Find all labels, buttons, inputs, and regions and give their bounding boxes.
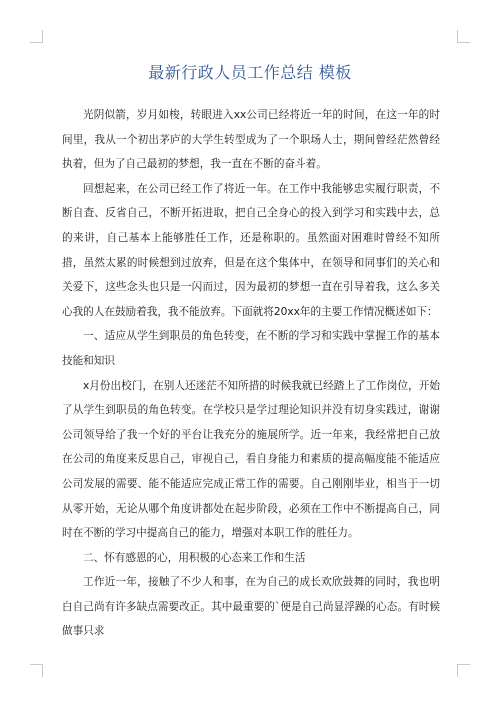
document-body <box>62 103 440 644</box>
corner-mark-bottom-right <box>457 664 470 677</box>
section-heading: 二、怀有感恩的心，用积极的心态来工作和生活 <box>83 551 306 564</box>
paragraph: 回想起来，在公司已经工作了将近一年。在工作中我能够忠实履行职责，不断自査、反省自己，不断开拓进取，把自己全身心的投入到学习和实践中去，总的来讲，自己基本上能够胜任工作，还是称职的。虽然面对困难时曾经不知所措，虽然太累的时候想到过放弃，但是在这个集体中，在领导和同事们的关心和关爱下，这些念头也只是一闪而过，因为最初的梦想一直在引导着我，这么多关心我的人在鼓励着我，我不能放弃。下面就将20xx年的主要工作情况概述如下： <box>62 182 440 318</box>
corner-mark-top-left <box>30 30 43 43</box>
paragraph: 光阴似箭，岁月如梭，转眼进入xx公司已经将近一年的时间，在这一年的时间里，我从一个初出茅庐的大学生转型成为了一个职场人士，期间曾经茫然曾经执着，但为了自己最初的梦想，我一直在不断的奋斗着。 <box>62 109 440 171</box>
paragraph: x月份出校门，在别人还迷茫不知所措的时候我就已经踏上了工作岗位，开始了从学生到职员的角色转变。在学校只是学过理论知识并没有切身实践过，谢谢公司领导给了我一个好的平台让我充分的施展所学。近一年来，我经常把自己放在公司的角度来反思自己，审视自己，看自身能力和素质的提高幅度能不能适应公司发展的需要、能不能适应完成正常工作的需要。自己刚刚毕业，相当于一切从零开始，无论从哪个角度讲都处在起步阶段，必须在工作中不断提高自己，同时在不断的学习中提高自己的能力，增强对本职工作的胜任力。 <box>62 379 440 540</box>
document-title: 最新行政人员工作总结 模板 <box>148 63 352 82</box>
paragraph: 工作近一年，接触了不少人和事，在为自己的成长欢欣鼓舞的同时，我也明白自己尚有许多缺点需要改正。其中最重要的`便是自己尚显浮躁的心态。有时候做事只求 <box>62 576 440 638</box>
section-heading: 一、适应从学生到职员的角色转变，在不断的学习和实践中掌握工作的基本技能和知识 <box>62 330 440 367</box>
corner-mark-bottom-left <box>30 664 43 677</box>
corner-mark-top-right <box>457 30 470 43</box>
